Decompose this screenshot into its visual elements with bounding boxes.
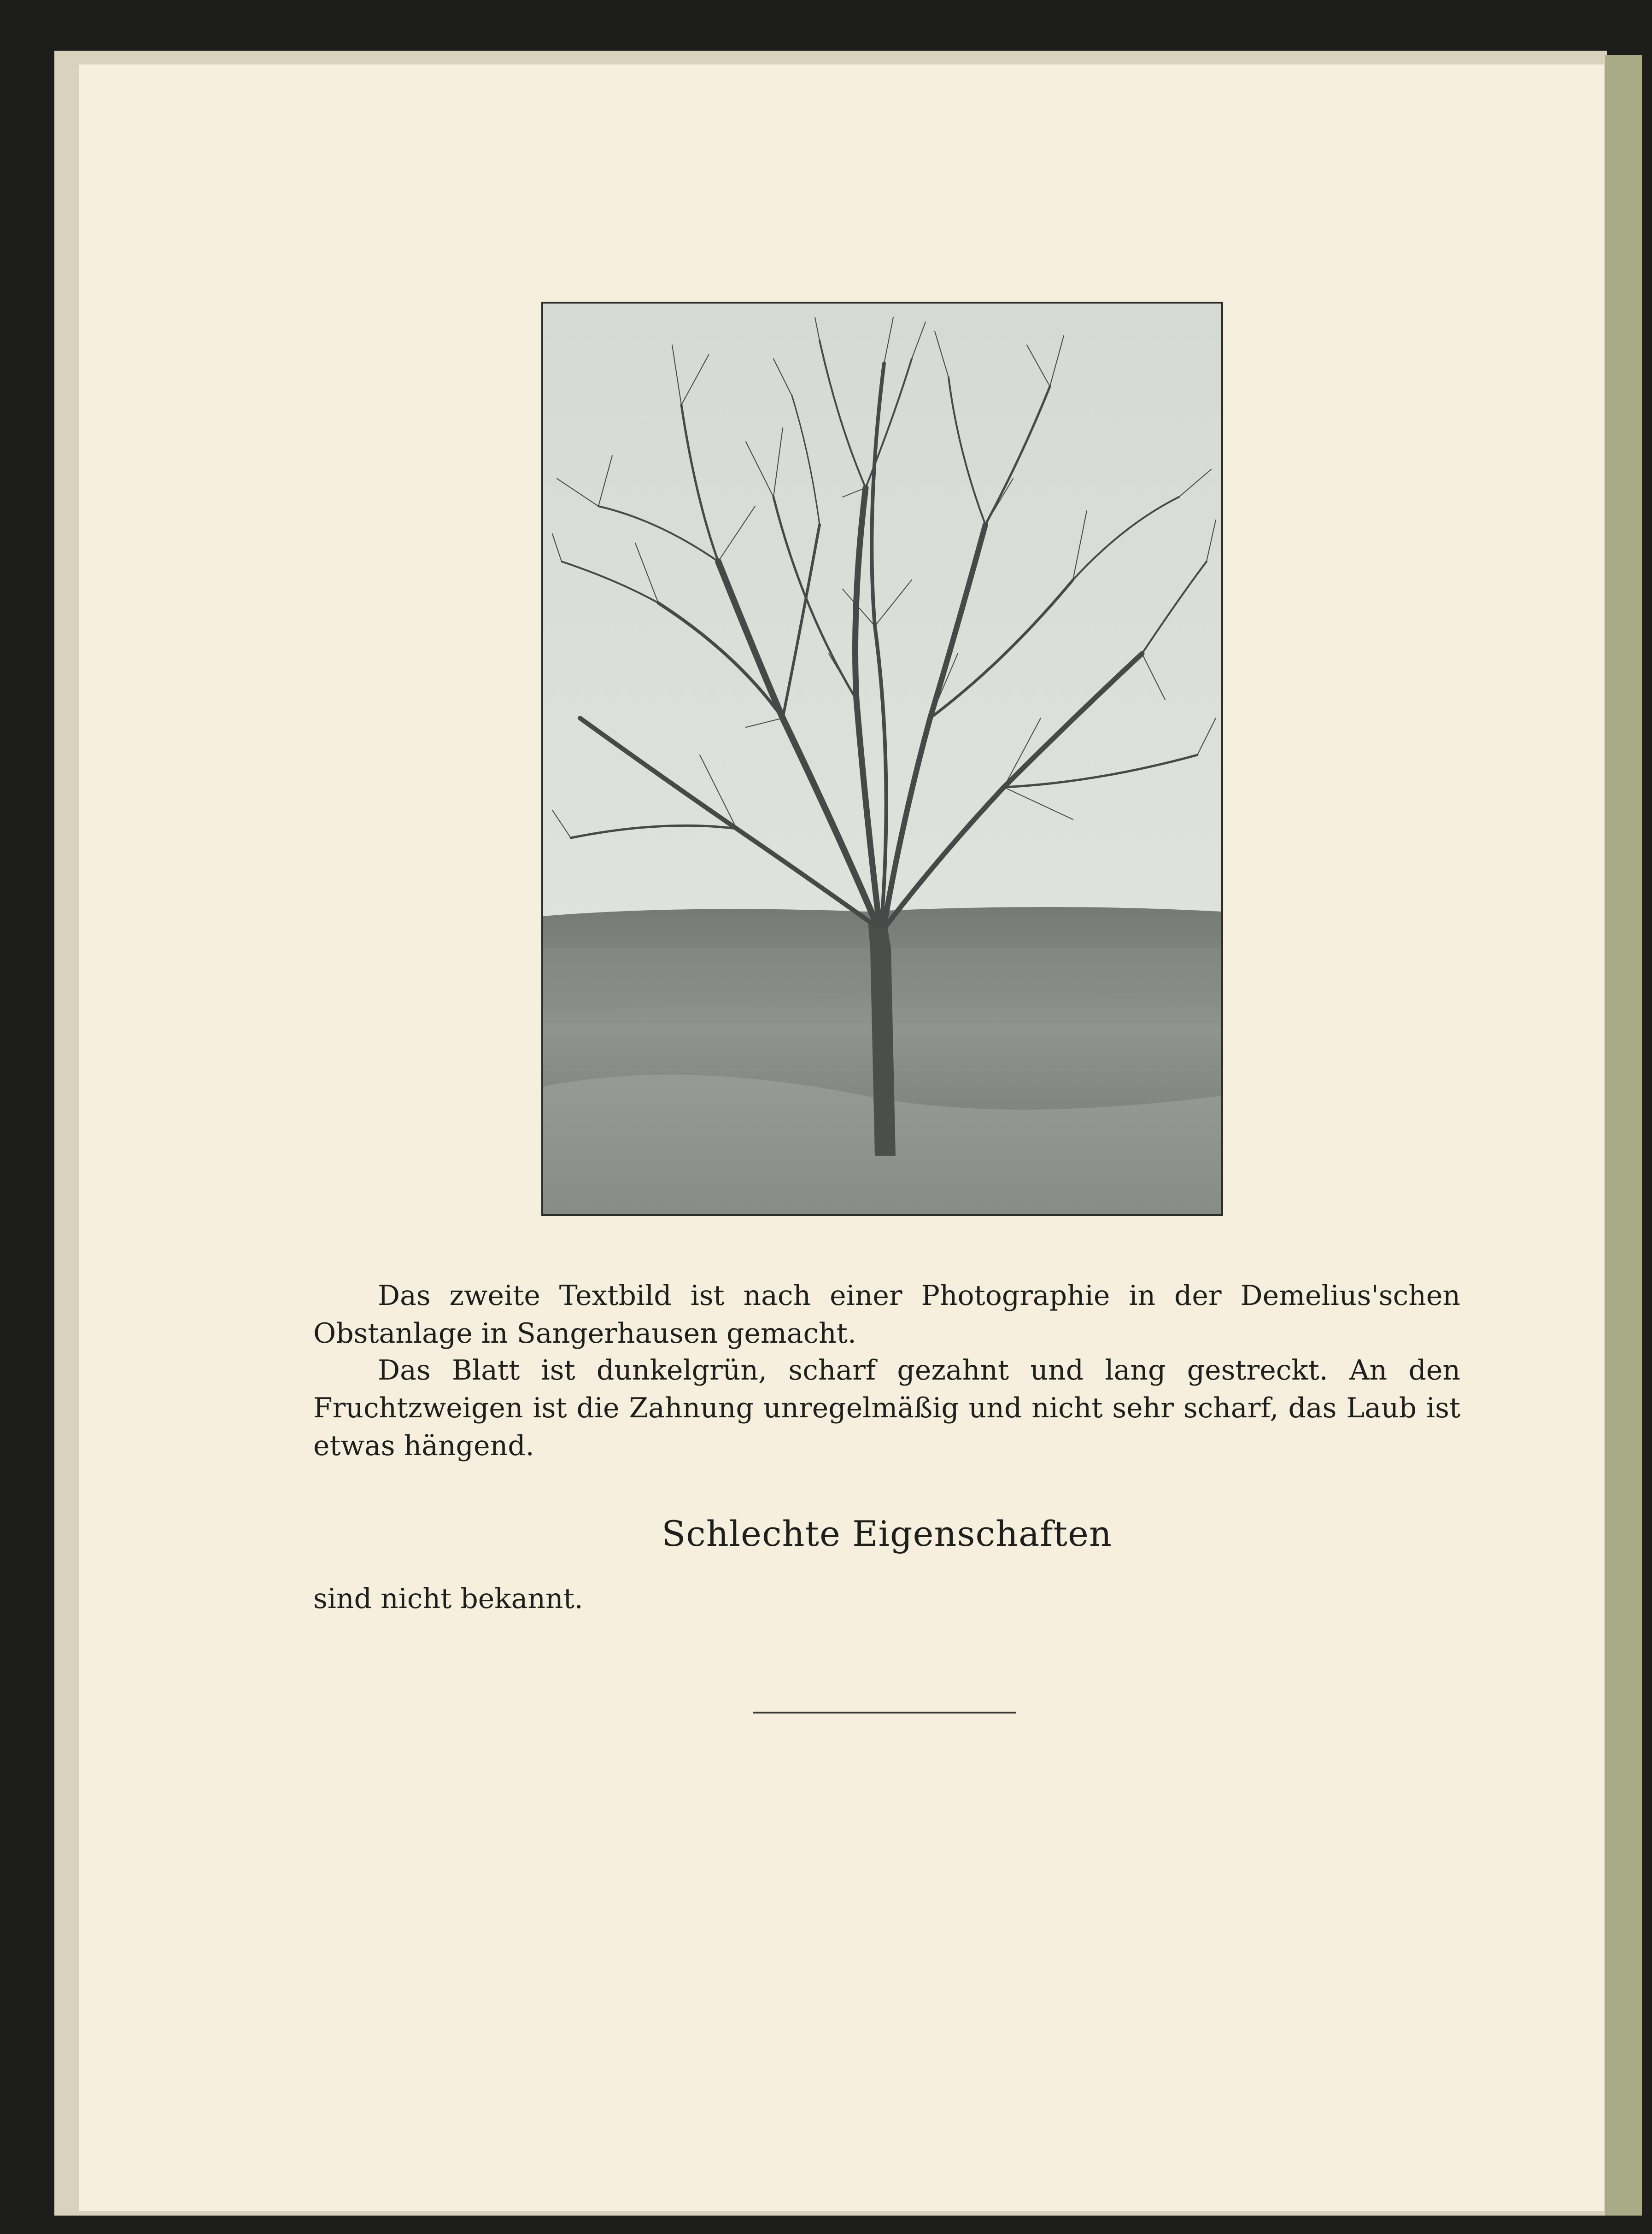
paragraph-text: Das Blatt ist dunkelgrün, scharf gezahnt und lang gestreckt. An den Fruchtzweigen ist die Zahnung unregelmäßig und nicht sehr scharf, das Laub ist etwas hängend. [313,1354,1460,1462]
closing-rule [753,1712,1016,1714]
tree-photograph [541,302,1223,1216]
section-body: sind nicht bekannt. [313,1583,583,1615]
tree-photo-illustration [543,304,1221,1214]
paragraph-text: Das zweite Textbild ist nach einer Photographie in der Demelius'schen Obstanlage in Sangerhausen gemacht. [313,1280,1460,1350]
paragraph-leaf-description [313,1351,1460,1465]
paragraph-photo-source [313,1277,1460,1352]
book-cover-strip [1605,55,1642,2216]
section-heading: Schlechte Eigenschaften [662,1513,1112,1554]
